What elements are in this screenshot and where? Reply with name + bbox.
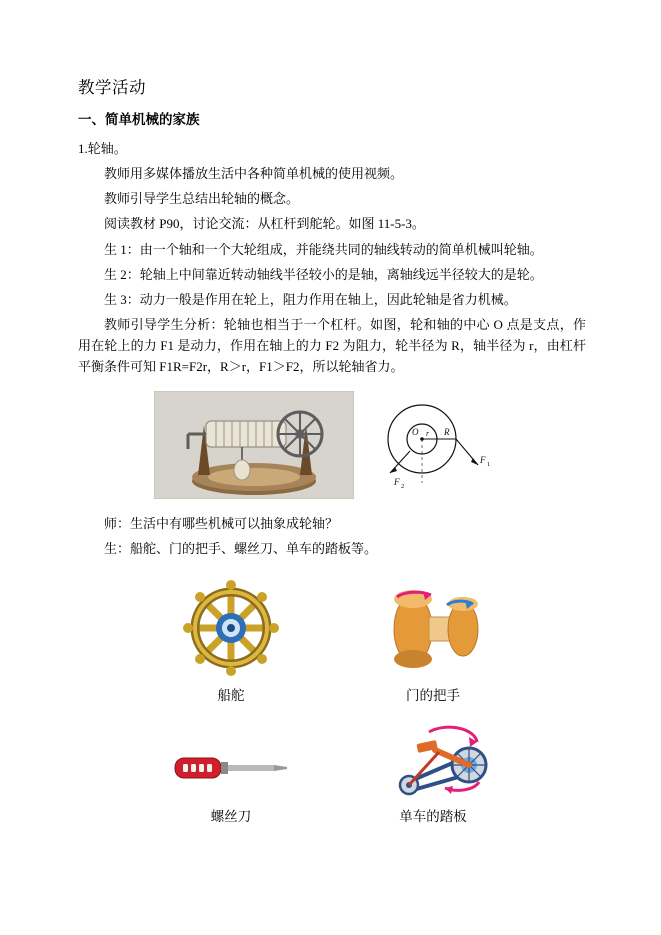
ship-wheel-icon: [176, 575, 286, 679]
paragraph-1: 1.轮轴。: [78, 141, 127, 157]
paragraph-9: 师：生活中有哪些机械可以抽象成轮轴？: [104, 515, 339, 531]
gallery-row-1: [167, 575, 497, 704]
section-heading: 一、简单机械的家族: [78, 111, 200, 127]
bicycle-pedal-icon: [369, 722, 497, 800]
gallery-row-2: [167, 722, 497, 825]
paragraph-2: 教师用多媒体播放生活中各种简单机械的使用视频。: [104, 166, 404, 182]
screwdriver-icon: [169, 722, 293, 800]
document-content: [78, 78, 586, 825]
caption-screwdriver: 螺丝刀: [210, 808, 252, 824]
svg-text:1: 1: [487, 460, 491, 468]
paragraph-5: 生 1：由一个轴和一个大轮组成，并能绕共同的轴线转动的简单机械叫轮轴。: [104, 241, 543, 257]
example-gallery: [78, 575, 586, 825]
svg-text:F: F: [480, 454, 486, 465]
gallery-item-ship-wheel: [167, 575, 295, 704]
svg-text:F: F: [394, 476, 400, 487]
windlass-photo: [154, 391, 354, 499]
paragraph-3: 教师引导学生总结出轮轴的概念。: [104, 191, 300, 207]
caption-door-handle: 门的把手: [406, 687, 460, 703]
wheel-axle-force-diagram: [360, 391, 510, 499]
paragraph-4: 阅读教材 P90，讨论交流：从杠杆到舵轮。如图 11-5-3。: [104, 216, 425, 232]
caption-ship-wheel: 船舵: [217, 687, 245, 703]
door-handle-icon: [377, 575, 489, 679]
figure-wheel-axle: [78, 391, 586, 499]
svg-text:2: 2: [401, 482, 405, 490]
paragraph-8: 教师引导学生分析：轮轴也相当于一个杠杆。如图，轮和轴的中心 O 点是支点，作用在轮上的力 F1 是动力，作用在轴上的力 F2 为阻力，轮半径为 R，轴半径为 r，由杠杆平衡条件可知 F1R=F2r，R＞r，F1＞F2，所以轮轴省力。: [78, 316, 586, 374]
caption-bicycle-pedal: 单车的踏板: [399, 808, 467, 824]
gallery-item-bicycle-pedal: [369, 722, 497, 825]
page-title: 教学活动: [78, 78, 146, 97]
paragraph-6: 生 2：轮轴上中间靠近转动轴线半径较小的是轴，离轴线远半径较大的是轮。: [104, 266, 543, 282]
svg-text:R: R: [444, 426, 450, 437]
gallery-item-door-handle: [369, 575, 497, 704]
paragraph-7: 生 3：动力一般是作用在轮上，阻力作用在轴上，因此轮轴是省力机械。: [104, 291, 517, 307]
paragraph-10: 生：船舵、门的把手、螺丝刀、单车的踏板等。: [104, 540, 378, 556]
gallery-item-screwdriver: [167, 722, 295, 825]
svg-text:O: O: [412, 426, 419, 437]
svg-text:r: r: [426, 428, 430, 438]
